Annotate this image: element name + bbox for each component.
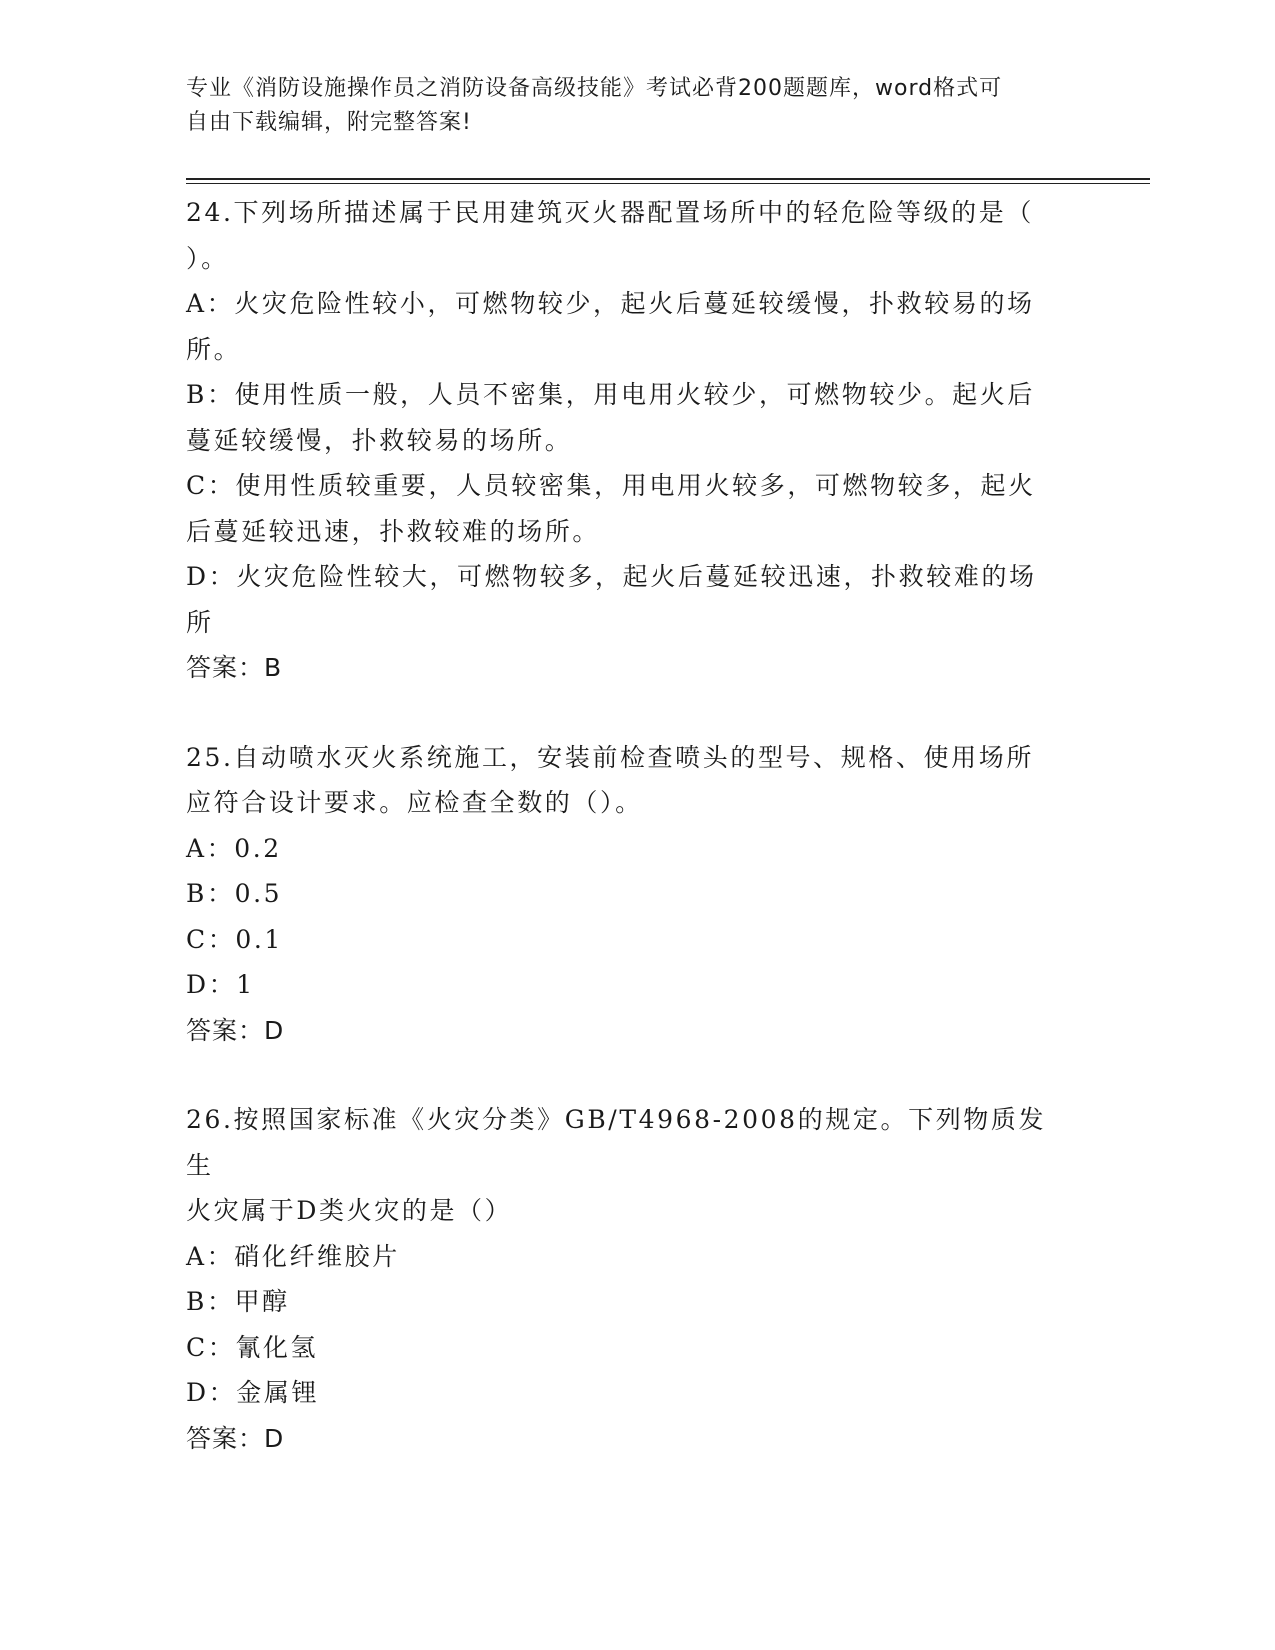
- question-list: [186, 190, 1066, 1505]
- option-d-line: D：1: [186, 970, 255, 999]
- question-text-line: 25.自动喷水灭火系统施工，安装前检查喷头的型号、规格、使用场所: [186, 742, 1034, 772]
- option-b-line: B：0.5: [186, 879, 283, 908]
- header-rule-thin: [186, 183, 1150, 184]
- option-c-line: C：氰化氢: [186, 1332, 319, 1362]
- header-line-2: 自由下载编辑，附完整答案!: [186, 110, 472, 135]
- option-c-line: C：使用性质较重要，人员较密集，用电用火较多，可燃物较多，起火: [186, 471, 1036, 500]
- option-b-line: B：甲醇: [186, 1287, 290, 1316]
- option-a-line: 所。: [186, 334, 242, 364]
- header-line-1: 专业《消防设施操作员之消防设备高级技能》考试必背200题题库，word格式可: [186, 76, 1003, 101]
- header-rule-thick: [186, 178, 1150, 180]
- option-d-line: D：金属锂: [186, 1378, 320, 1407]
- option-b-line: B：使用性质一般，人员不密集，用电用火较少，可燃物较少。起火后: [186, 380, 1035, 409]
- question-text-line: 火灾属于D类火灾的是（）: [186, 1196, 513, 1225]
- answer-label: 答案：B: [186, 653, 283, 682]
- option-d-line: D：火灾危险性较大，可燃物较多，起火后蔓延较迅速，扑救较难的场: [186, 562, 1037, 591]
- question-text-line: 应符合设计要求。应检查全数的（）。: [186, 788, 643, 817]
- answer-label: 答案：D: [186, 1015, 285, 1045]
- question-text-line: 26.按照国家标准《火灾分类》GB/T4968-2008的规定。下列物质发生: [186, 1105, 1047, 1180]
- question-text-line: 24.下列场所描述属于民用建筑灭火器配置场所中的轻危险等级的是（: [186, 198, 1034, 227]
- option-d-line: 所: [186, 607, 214, 637]
- option-c-line: C：0.1: [186, 924, 283, 954]
- option-a-line: A：硝化纤维胶片: [186, 1241, 400, 1271]
- option-c-line: 后蔓延较迅速，扑救较难的场所。: [186, 516, 601, 546]
- answer-label: 答案：D: [186, 1423, 285, 1453]
- option-a-line: A：0.2: [186, 833, 282, 863]
- option-b-line: 蔓延较缓慢，扑救较易的场所。: [186, 425, 573, 455]
- question-24: [186, 190, 1066, 691]
- option-a-line: A：火灾危险性较小，可燃物较少，起火后蔓延较缓慢，扑救较易的场: [186, 289, 1035, 318]
- document-header: [186, 72, 1066, 140]
- question-25: [186, 735, 1066, 1054]
- question-text-line: ）。: [186, 243, 229, 273]
- question-26: [186, 1097, 1066, 1461]
